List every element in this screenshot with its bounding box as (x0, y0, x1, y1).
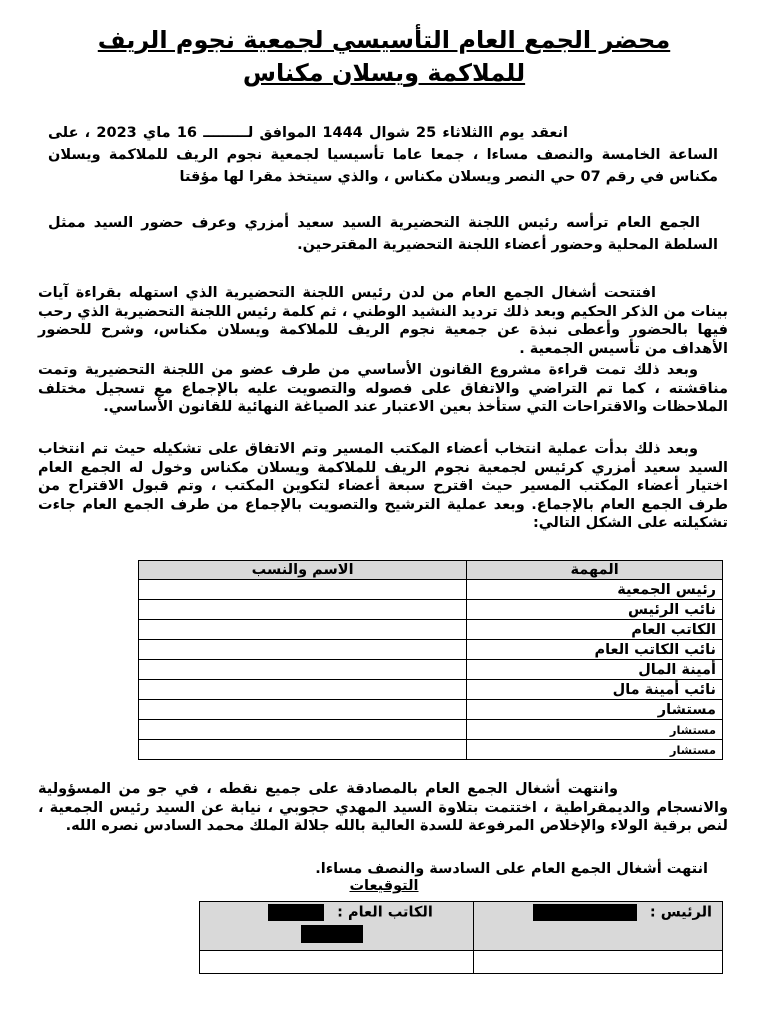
name-cell (139, 680, 467, 700)
signatures-table (199, 901, 723, 974)
role-cell: مستشار (467, 700, 723, 720)
table-row (139, 680, 723, 700)
secretary-signature-space (200, 951, 474, 974)
name-cell (139, 600, 467, 620)
redacted-secretary-signature (301, 925, 363, 943)
name-cell (139, 720, 467, 740)
table-row (139, 740, 723, 760)
secretary-label: الكاتب العام : (337, 904, 433, 921)
roles-table-header (139, 561, 723, 580)
president-signature-cell (473, 902, 722, 951)
chair-paragraph: الجمع العام ترأسه رئيس اللجنة التحضيرية السيد سعيد أمزري وعرف حضور السيد ممثل السلطة المحلية وحضور أعضاء اللجنة التحضيرية المقترحين. (48, 215, 718, 253)
opening-paragraph: افتتحت أشغال الجمع العام من لدن رئيس اللجنة التحضيرية الذي استهله بقراءة آيات بينات من الذكر الحكيم وبعد ذلك ترديد النشيد الوطني ، ثم كلمة رئيس اللجنة التحضيرية الذي رحب فيها بالحضور وأعطى نبذة عن جمعية نجوم الريف للملاكمة ويسلان مكناس، وشرح للحضور الأهداف من تأسيس الجمعية . (38, 285, 728, 357)
name-cell (139, 640, 467, 660)
role-cell: نائب الرئيس (467, 600, 723, 620)
name-column-header: الاسم والنسب (139, 561, 467, 580)
president-signature-space (473, 951, 722, 974)
election-paragraph: وبعد ذلك بدأت عملية انتخاب أعضاء المكتب المسير وتم الاتفاق على تشكيله حيث تم انتخاب السيد سعيد أمزري كرئيس لجمعية نجوم الريف للملاكمة ويسلان مكناس وخول له الجمع العام اختيار أعضاء المكتب المسير حيث اقترح سبعة أعضاء لتكوين المكتب ، وتم قبول الاقتراح من طرف الجمع العام بالإجماع. وبعد عملية الترشيح والتصويت بالإجماع من طرف الجمع العام جاءت تشكيلته على الشكل التالي: (38, 441, 728, 532)
end-time-line: انتهت أشغال الجمع العام على السادسة والنصف مساءا. (315, 861, 708, 877)
signatures-heading: التوقيعات (349, 878, 419, 894)
role-cell: مستشار (467, 720, 723, 740)
table-row (139, 600, 723, 620)
role-cell: مستشار (467, 740, 723, 760)
roles-table (138, 560, 723, 760)
intro-paragraph: انعقد يوم االثلاثاء 25 شوال 1444 الموافق لـــــــــ 16 ماي 2023 ، على الساعة الخامسة والنصف مساءا ، جمعا عاما تأسيسيا لجمعية نجوم الريف للملاكمة ويسلان مكناس في رقم 07 حي النصر ويسلان مكناس ، والذي سيتخذ مقرا لها مؤقتا (48, 125, 718, 185)
name-cell (139, 700, 467, 720)
role-cell: نائب الكاتب العام (467, 640, 723, 660)
table-row (139, 720, 723, 740)
redacted-president-name (533, 904, 637, 921)
table-row (139, 660, 723, 680)
president-label: الرئيس : (649, 904, 712, 921)
secretary-signature-cell (200, 902, 474, 951)
name-cell (139, 740, 467, 760)
table-row (139, 580, 723, 600)
role-cell: رئيس الجمعية (467, 580, 723, 600)
table-row (139, 640, 723, 660)
document-title-line2: للملاكمة ويسلان مكناس (242, 59, 526, 87)
role-cell: أمينة المال (467, 660, 723, 680)
name-cell (139, 580, 467, 600)
table-row (139, 700, 723, 720)
name-cell (139, 660, 467, 680)
document-title-line1: محضر الجمع العام التأسيسي لجمعية نجوم الريف (97, 26, 671, 54)
redacted-secretary-name (268, 904, 324, 921)
table-row (139, 620, 723, 640)
name-cell (139, 620, 467, 640)
law-paragraph: وبعد ذلك تمت قراءة مشروع القانون الأساسي من طرف عضو من اللجنة التحضيرية وتمت مناقشته ، كما تم التراضي والاتفاق على فصوله والتصويت عليه بالإجماع مع تسجيل مختلف الملاحظات والاقتراحات التي ستأخذ بعين الاعتبار عند الصياغة النهائية للقانون الأساسي. (38, 362, 728, 416)
role-cell: نائب أمينة مال (467, 680, 723, 700)
role-column-header: المهمة (467, 561, 723, 580)
closing-paragraph: وانتهت أشغال الجمع العام بالمصادقة على جميع نقطه ، في جو من المسؤولية والانسجام والديمقراطية ، اختتمت بتلاوة السيد المهدي حجوبي ، نيابة عن السيد رئيس الجمعية ، لنص برقية الولاء والإخلاص المرفوعة للسدة العالية بالله جلالة الملك محمد السادس نصره الله. (38, 781, 728, 835)
role-cell: الكاتب العام (467, 620, 723, 640)
